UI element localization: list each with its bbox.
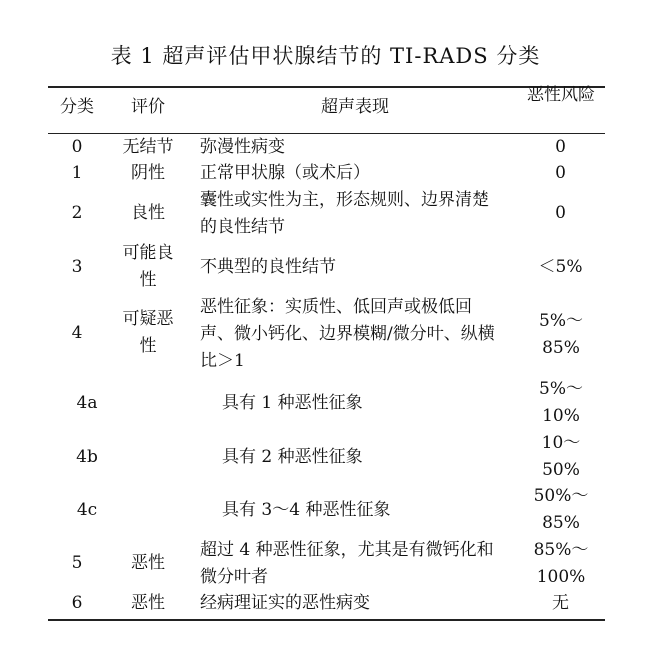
row-category: 4b	[76, 447, 98, 467]
row-description: 超过 4 种恶性征象，尤其是有微钙化和微分叶者	[200, 540, 494, 587]
row-risk: ＜5%	[538, 257, 583, 277]
row-risk: 50%～85%	[533, 486, 589, 533]
row-evaluation: 恶性	[131, 553, 165, 573]
row-evaluation: 阴性	[131, 163, 165, 183]
row-description: 具有 2 种恶性征象	[222, 447, 363, 467]
row-evaluation: 无结节	[122, 137, 174, 157]
row-risk: 0	[555, 203, 566, 223]
row-category: 4	[71, 323, 83, 343]
row-risk: 无	[552, 593, 569, 613]
row-evaluation: 良性	[131, 203, 165, 223]
row-evaluation: 恶性	[131, 593, 165, 613]
top-rule	[48, 86, 605, 88]
row-description: 弥漫性病变	[200, 137, 285, 157]
row-category: 0	[71, 137, 83, 157]
row-category: 5	[71, 553, 83, 573]
row-description: 不典型的良性结节	[200, 257, 336, 277]
table-title: 表 1 超声评估甲状腺结节的 TI-RADS 分类	[110, 44, 541, 68]
header-category: 分类	[60, 97, 94, 117]
row-risk: 0	[555, 137, 566, 157]
row-description: 正常甲状腺（或术后）	[200, 163, 370, 183]
row-description: 囊性或实性为主，形态规则、边界清楚的良性结节	[200, 190, 489, 237]
row-evaluation: 可能良性	[122, 243, 174, 290]
row-description: 具有 3～4 种恶性征象	[222, 500, 391, 520]
row-category: 6	[71, 593, 83, 613]
row-risk: 0	[555, 163, 566, 183]
row-description: 经病理证实的恶性病变	[200, 593, 370, 613]
row-description: 恶性征象：实质性、低回声或极低回声、微小钙化、边界模糊/微分叶、纵横比＞1	[200, 297, 495, 371]
row-category: 3	[71, 257, 83, 277]
row-category: 4c	[76, 500, 98, 520]
header-risk: 恶性风险	[527, 85, 595, 105]
row-risk: 85%～100%	[533, 540, 589, 587]
row-evaluation: 可疑恶性	[122, 309, 174, 356]
row-risk: 10～50%	[541, 433, 581, 480]
row-risk: 5%～10%	[539, 379, 583, 426]
row-category: 4a	[76, 393, 98, 413]
bottom-rule	[48, 619, 605, 621]
row-description: 具有 1 种恶性征象	[222, 393, 363, 413]
header-ultrasound: 超声表现	[321, 97, 389, 117]
row-category: 1	[71, 163, 83, 183]
row-risk: 5%～85%	[539, 311, 583, 358]
header-evaluation: 评价	[131, 97, 165, 117]
row-category: 2	[71, 203, 83, 223]
